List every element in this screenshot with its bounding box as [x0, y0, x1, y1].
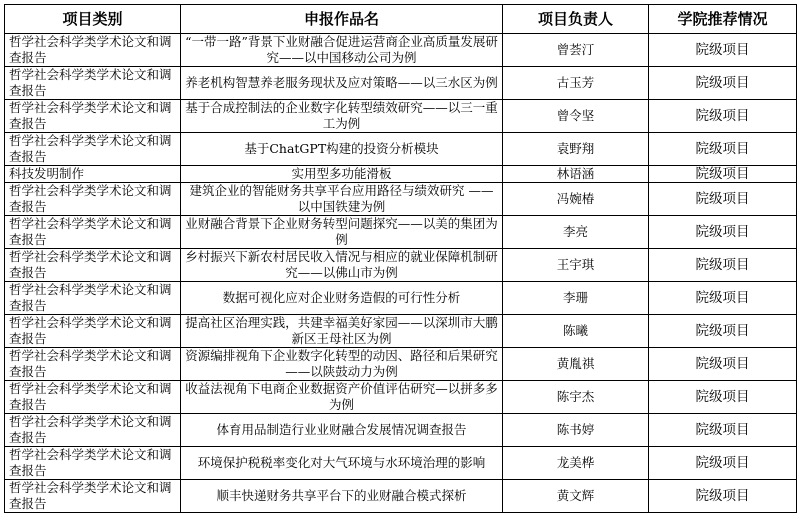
work-cell: 顺丰快递财务共享平台下的业财融合模式探析	[181, 480, 503, 513]
category-cell: 哲学社会科学类学术论文和调查报告	[5, 381, 181, 414]
work-cell: 业财融合背景下企业财务转型问题探究——以美的集团为例	[181, 216, 503, 249]
leader-cell: 王宇琪	[503, 249, 649, 282]
leader-cell: 李亮	[503, 216, 649, 249]
category-cell: 哲学社会科学类学术论文和调查报告	[5, 67, 181, 100]
leader-cell: 冯婉椿	[503, 183, 649, 216]
work-cell: 实用型多功能滑板	[181, 166, 503, 183]
recommendation-cell: 院级项目	[649, 381, 797, 414]
recommendation-cell: 院级项目	[649, 100, 797, 133]
work-cell: 乡村振兴下新农村居民收入情况与相应的就业保障机制研究——以佛山市为例	[181, 249, 503, 282]
work-cell: 数据可视化应对企业财务造假的可行性分析	[181, 282, 503, 315]
table-row	[5, 100, 797, 133]
table-row	[5, 414, 797, 447]
recommendation-cell: 院级项目	[649, 216, 797, 249]
work-cell: 建筑企业的智能财务共享平台应用路径与绩效研究 ——以中国铁建为例	[181, 183, 503, 216]
recommendation-cell: 院级项目	[649, 67, 797, 100]
work-cell: 收益法视角下电商企业数据资产价值评估研究—以拼多多为例	[181, 381, 503, 414]
table-row	[5, 249, 797, 282]
work-cell: 基于ChatGPT构建的投资分析模块	[181, 133, 503, 166]
leader-cell: 林语涵	[503, 166, 649, 183]
recommendation-cell: 院级项目	[649, 414, 797, 447]
table-row	[5, 480, 797, 513]
leader-cell: 黄文辉	[503, 480, 649, 513]
category-cell: 哲学社会科学类学术论文和调查报告	[5, 216, 181, 249]
table-row	[5, 381, 797, 414]
category-cell: 哲学社会科学类学术论文和调查报告	[5, 414, 181, 447]
table-row	[5, 447, 797, 480]
leader-cell: 李珊	[503, 282, 649, 315]
category-cell: 哲学社会科学类学术论文和调查报告	[5, 480, 181, 513]
category-cell: 哲学社会科学类学术论文和调查报告	[5, 100, 181, 133]
table-row	[5, 315, 797, 348]
table-row	[5, 183, 797, 216]
header-work: 申报作品名	[181, 5, 503, 34]
leader-cell: 陈曦	[503, 315, 649, 348]
table-row	[5, 282, 797, 315]
header-category: 项目类别	[5, 5, 181, 34]
recommendation-cell: 院级项目	[649, 447, 797, 480]
table-row	[5, 34, 797, 67]
work-cell: 提高社区治理实践，共建幸福美好家园——以深圳市大鹏新区王母社区为例	[181, 315, 503, 348]
header-recommendation: 学院推荐情况	[649, 5, 797, 34]
header-row	[5, 5, 797, 34]
work-cell: 基于合成控制法的企业数字化转型绩效研究——以三一重工为例	[181, 100, 503, 133]
category-cell: 哲学社会科学类学术论文和调查报告	[5, 133, 181, 166]
project-table	[4, 4, 797, 513]
work-cell: 养老机构智慧养老服务现状及应对策略——以三水区为例	[181, 67, 503, 100]
recommendation-cell: 院级项目	[649, 348, 797, 381]
category-cell: 哲学社会科学类学术论文和调查报告	[5, 183, 181, 216]
recommendation-cell: 院级项目	[649, 133, 797, 166]
recommendation-cell: 院级项目	[649, 480, 797, 513]
recommendation-cell: 院级项目	[649, 315, 797, 348]
leader-cell: 古玉芳	[503, 67, 649, 100]
category-cell: 哲学社会科学类学术论文和调查报告	[5, 282, 181, 315]
table-row	[5, 67, 797, 100]
recommendation-cell: 院级项目	[649, 183, 797, 216]
category-cell: 哲学社会科学类学术论文和调查报告	[5, 34, 181, 67]
table-row	[5, 216, 797, 249]
header-leader: 项目负责人	[503, 5, 649, 34]
work-cell: 环境保护税税率变化对大气环境与水环境治理的影响	[181, 447, 503, 480]
leader-cell: 曾荟汀	[503, 34, 649, 67]
table-row	[5, 166, 797, 183]
leader-cell: 曾令坚	[503, 100, 649, 133]
work-cell: 体育用品制造行业业财融合发展情况调查报告	[181, 414, 503, 447]
category-cell: 哲学社会科学类学术论文和调查报告	[5, 348, 181, 381]
leader-cell: 袁野翔	[503, 133, 649, 166]
recommendation-cell: 院级项目	[649, 282, 797, 315]
category-cell: 哲学社会科学类学术论文和调查报告	[5, 315, 181, 348]
leader-cell: 龙美桦	[503, 447, 649, 480]
leader-cell: 陈书婷	[503, 414, 649, 447]
recommendation-cell: 院级项目	[649, 166, 797, 183]
category-cell: 科技发明制作	[5, 166, 181, 183]
category-cell: 哲学社会科学类学术论文和调查报告	[5, 447, 181, 480]
recommendation-cell: 院级项目	[649, 34, 797, 67]
recommendation-cell: 院级项目	[649, 249, 797, 282]
category-cell: 哲学社会科学类学术论文和调查报告	[5, 249, 181, 282]
work-cell: 资源编排视角下企业数字化转型的动因、路径和后果研究——以陕鼓动力为例	[181, 348, 503, 381]
leader-cell: 陈宇杰	[503, 381, 649, 414]
work-cell: “一带一路”背景下业财融合促进运营商企业高质量发展研究——以中国移动公司为例	[181, 34, 503, 67]
table-row	[5, 348, 797, 381]
leader-cell: 黄胤祺	[503, 348, 649, 381]
table-row	[5, 133, 797, 166]
